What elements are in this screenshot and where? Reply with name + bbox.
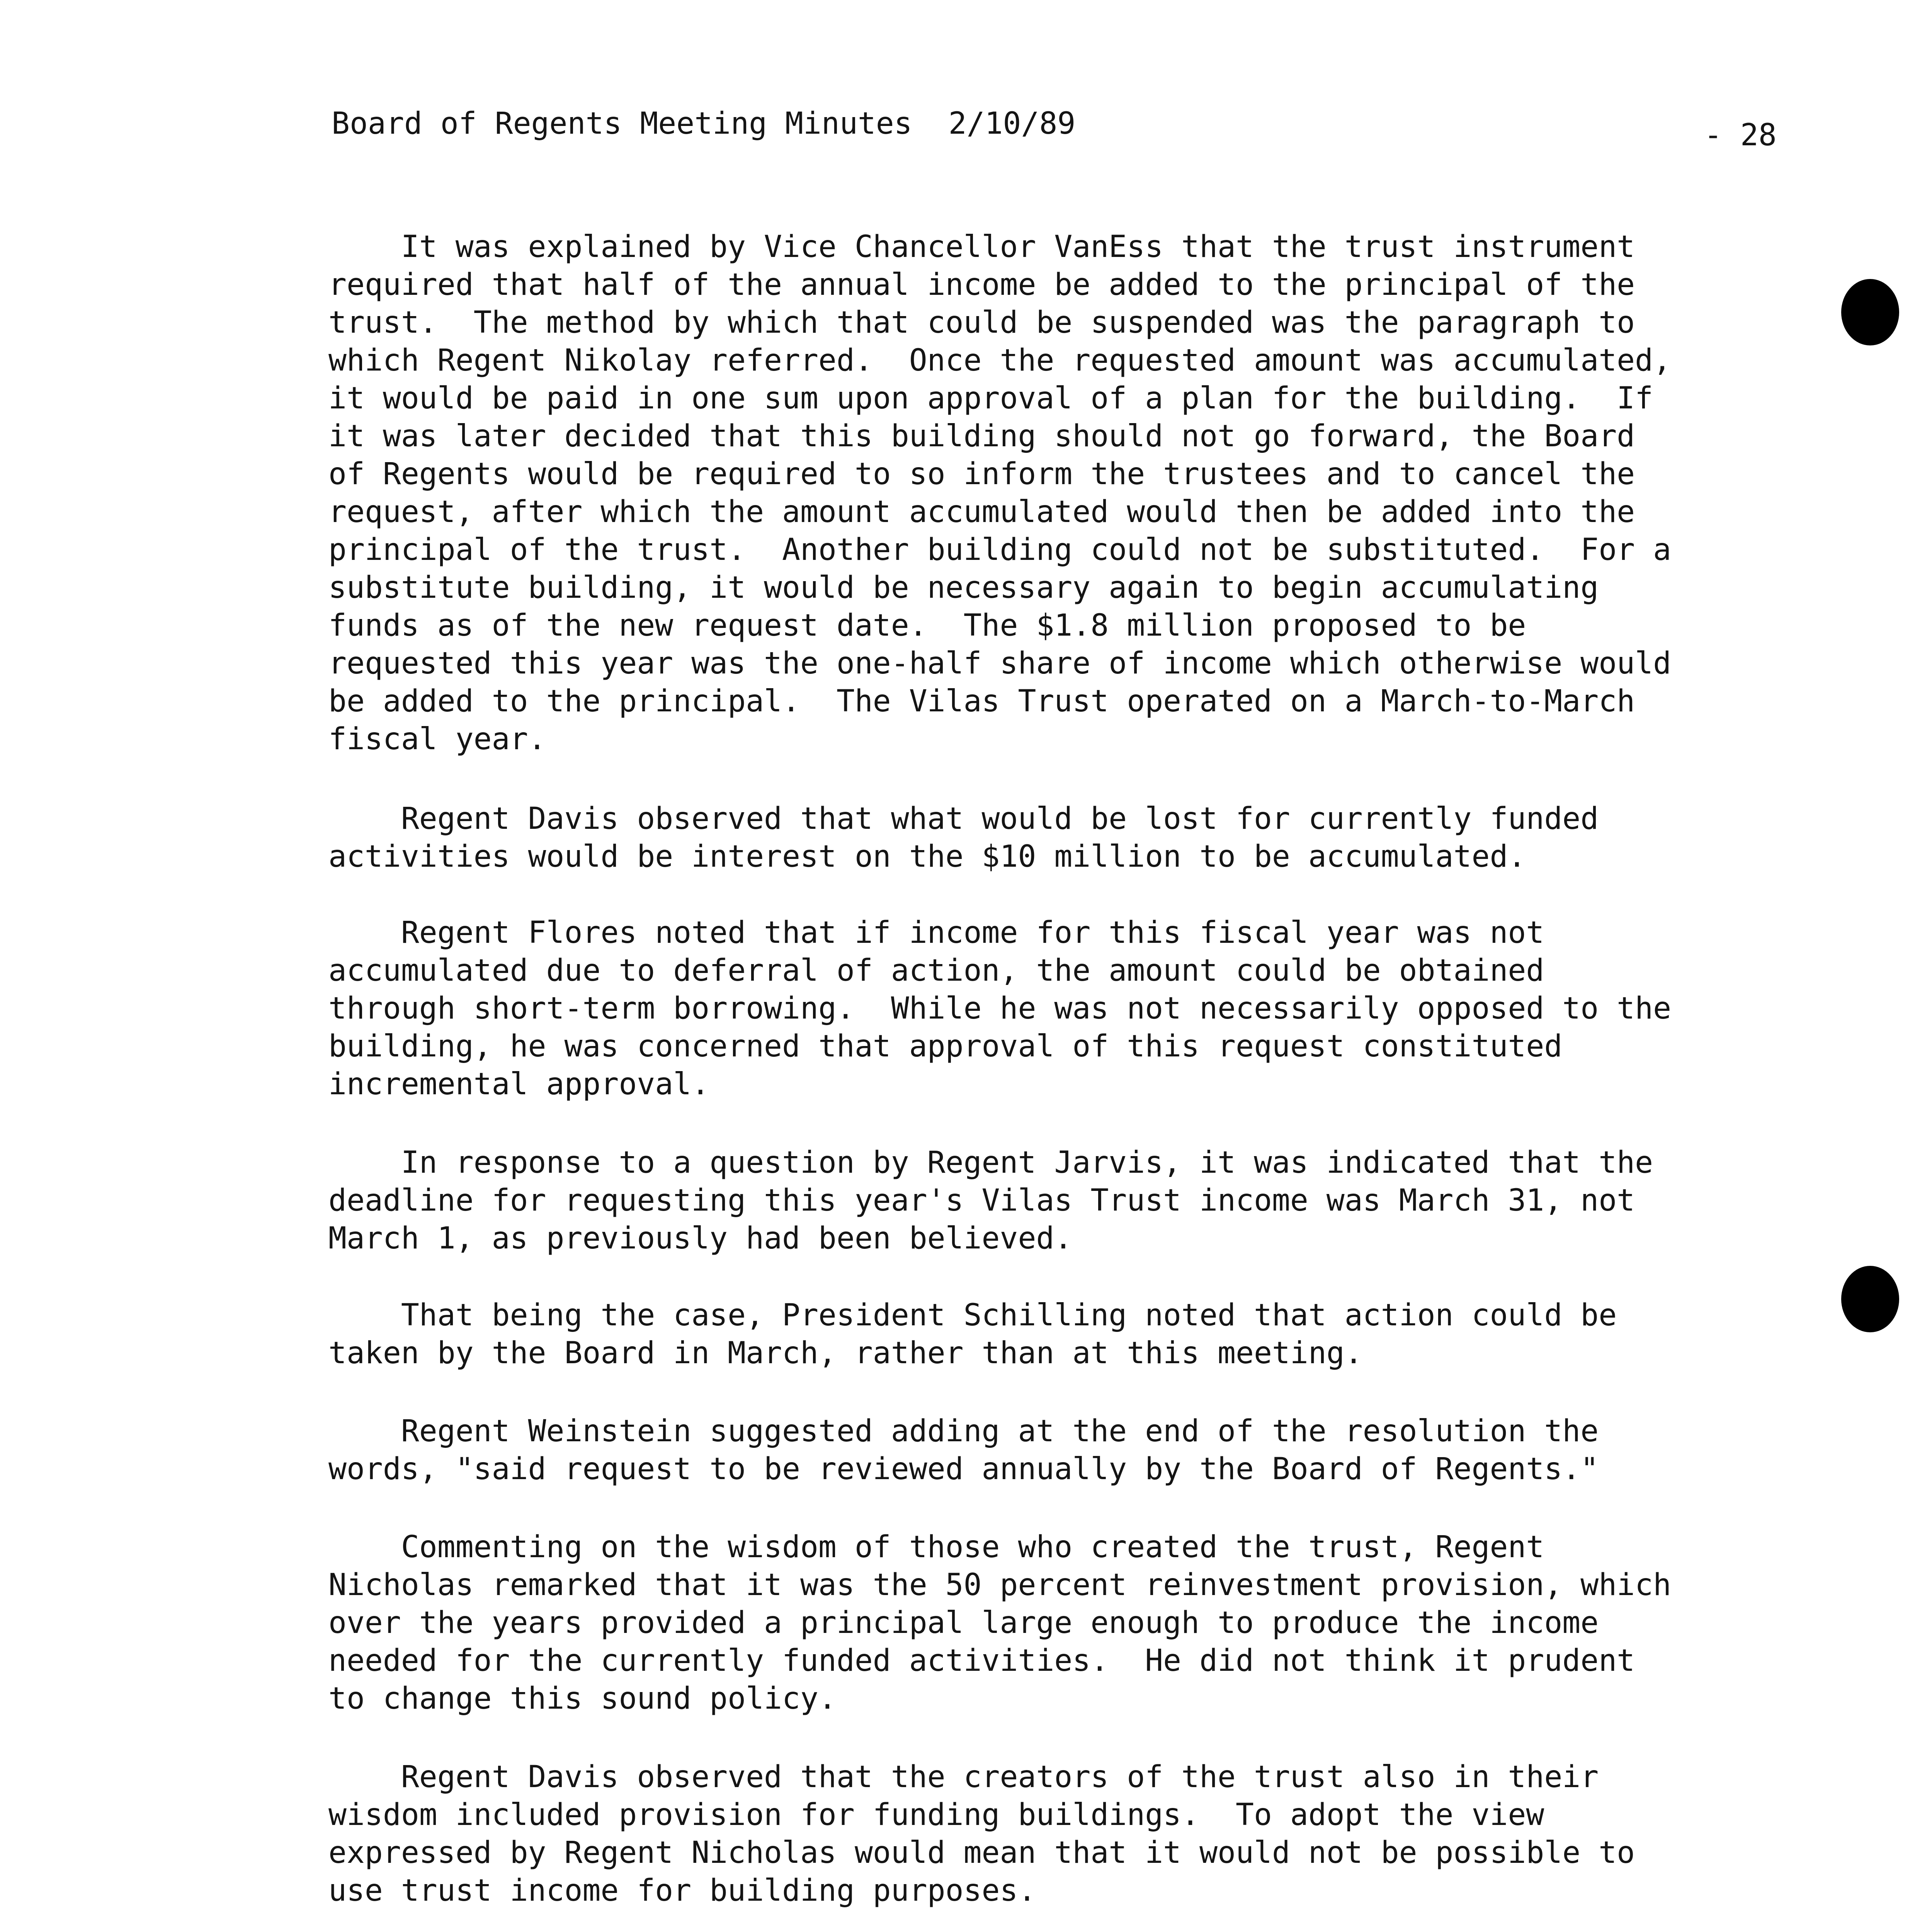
paragraph-3: [328, 914, 1758, 1103]
paragraph-line: Regent Davis observed that what would be lost for currently funded: [328, 801, 1599, 836]
paragraph-line: words, "said request to be reviewed annually by the Board of Regents.": [328, 1452, 1599, 1486]
paragraph-line: In response to a question by Regent Jarvis, it was indicated that the: [328, 1145, 1653, 1180]
paragraph-line: That being the case, President Schilling noted that action could be: [328, 1298, 1617, 1333]
paragraph-line: be added to the principal. The Vilas Trust operated on a March-to-March: [328, 684, 1635, 719]
paragraph-line: activities would be interest on the $10 million to be accumulated.: [328, 839, 1526, 874]
paragraph-line: to change this sound policy.: [328, 1681, 837, 1716]
paragraph-line: principal of the trust. Another building could not be substituted. For a: [328, 532, 1672, 567]
paragraph-2: [328, 800, 1758, 876]
paragraph-line: wisdom included provision for funding buildings. To adopt the view: [328, 1798, 1544, 1832]
paragraph-line: Regent Flores noted that if income for this fiscal year was not: [328, 915, 1544, 950]
paragraph-line: Regent Davis observed that the creators of the trust also in their: [328, 1760, 1599, 1794]
page-number: - 28: [1704, 118, 1777, 153]
paragraph-line: through short-term borrowing. While he was not necessarily opposed to the: [328, 991, 1672, 1026]
paragraph-line: required that half of the annual income be added to the principal of the: [328, 267, 1635, 302]
header-title: Board of Regents Meeting Minutes 2/10/89: [332, 106, 1076, 141]
paragraph-line: expressed by Regent Nicholas would mean that it would not be possible to: [328, 1835, 1635, 1870]
paragraph-line: Regent Weinstein suggested adding at the end of the resolution the: [328, 1414, 1599, 1449]
paragraph-line: March 1, as previously had been believed.: [328, 1221, 1073, 1256]
paragraph-line: building, he was concerned that approval of this request constituted: [328, 1029, 1563, 1064]
paragraph-line: Nicholas remarked that it was the 50 percent reinvestment provision, which: [328, 1568, 1672, 1602]
paragraph-line: request, after which the amount accumulated would then be added into the: [328, 495, 1635, 529]
paragraph-line: it was later decided that this building should not go forward, the Board: [328, 419, 1635, 454]
paragraph-4: [328, 1144, 1758, 1257]
paragraph-line: incremental approval.: [328, 1067, 710, 1102]
paragraph-line: it would be paid in one sum upon approval of a plan for the building. If: [328, 381, 1653, 416]
punch-hole-top: [1841, 279, 1899, 345]
paragraph-line: taken by the Board in March, rather than at this meeting.: [328, 1336, 1363, 1371]
paragraph-line: which Regent Nikolay referred. Once the requested amount was accumulated,: [328, 343, 1672, 378]
paragraph-line: substitute building, it would be necessary again to begin accumulating: [328, 570, 1599, 605]
paragraph-line: of Regents would be required to so inform the trustees and to cancel the: [328, 457, 1635, 492]
paragraph-8: [328, 1758, 1758, 1910]
paragraph-1: [328, 228, 1758, 758]
paragraph-line: deadline for requesting this year's Vilas Trust income was March 31, not: [328, 1183, 1635, 1218]
paragraph-line: Commenting on the wisdom of those who created the trust, Regent: [328, 1530, 1544, 1565]
paragraph-line: over the years provided a principal large enough to produce the income: [328, 1605, 1599, 1640]
paragraph-line: accumulated due to deferral of action, the amount could be obtained: [328, 953, 1544, 988]
paragraph-6: [328, 1412, 1758, 1488]
paragraph-7: [328, 1528, 1758, 1718]
paragraph-line: requested this year was the one-half share of income which otherwise would: [328, 646, 1672, 681]
punch-hole-middle: [1841, 1266, 1899, 1332]
paragraph-line: It was explained by Vice Chancellor VanEss that the trust instrument: [328, 230, 1635, 264]
paragraph-line: funds as of the new request date. The $1.8 million proposed to be: [328, 608, 1526, 643]
paragraph-5: [328, 1296, 1758, 1372]
paragraph-line: fiscal year.: [328, 722, 546, 757]
paragraph-line: needed for the currently funded activities. He did not think it prudent: [328, 1643, 1635, 1678]
paragraph-line: use trust income for building purposes.: [328, 1873, 1036, 1908]
paragraph-line: trust. The method by which that could be suspended was the paragraph to: [328, 305, 1635, 340]
